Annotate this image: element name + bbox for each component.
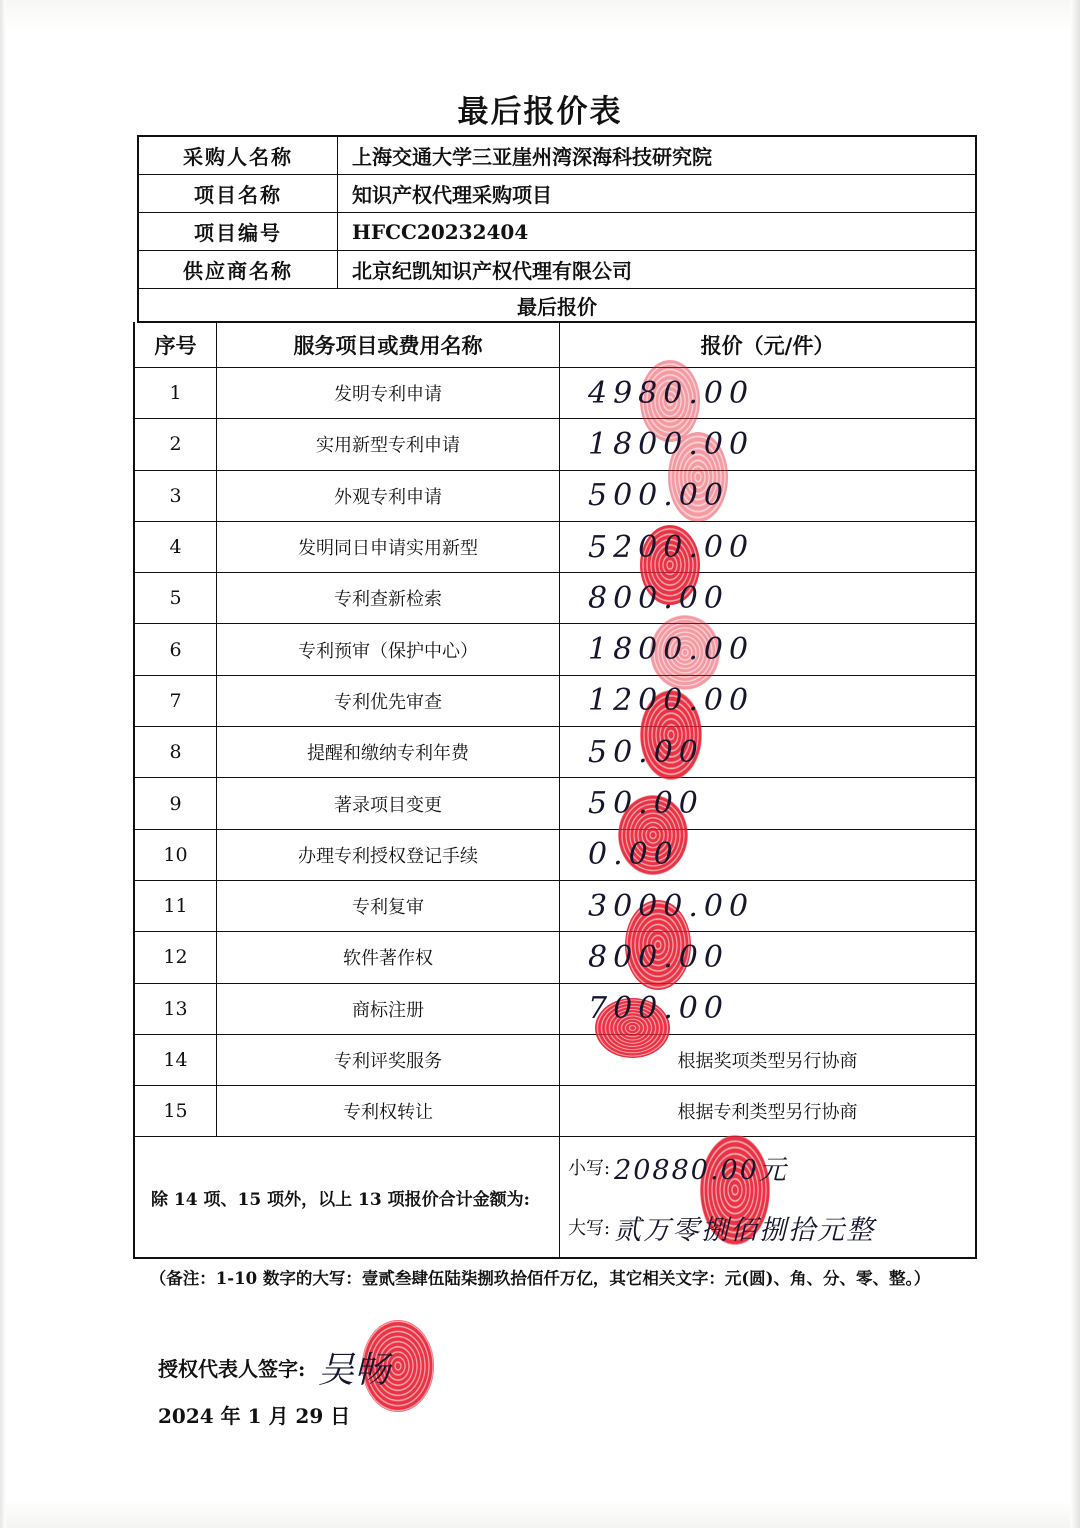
handwritten-price: 1800.00 (588, 632, 755, 668)
header-name: 服务项目或费用名称 (217, 322, 560, 367)
scan-edge-left (0, 0, 6, 1528)
handwritten-price: 500.00 (588, 478, 729, 514)
row-price-cell (560, 368, 975, 418)
info-row-supplier (139, 251, 975, 289)
table-row (135, 522, 975, 573)
info-value: 知识产权代理采购项目 (352, 183, 552, 207)
row-price-cell (560, 830, 975, 880)
handwritten-price: 0.00 (588, 837, 679, 873)
handwritten-price: 800.00 (588, 939, 729, 975)
table-row (135, 624, 975, 675)
table-row (135, 419, 975, 470)
row-price-cell (560, 573, 975, 623)
handwritten-price: 3000.00 (588, 888, 755, 924)
table-header-row (135, 322, 975, 368)
info-table (137, 135, 977, 323)
table-row (135, 932, 975, 983)
table-row (135, 881, 975, 932)
table-row (135, 1086, 975, 1137)
info-value: 上海交通大学三亚崖州湾深海科技研究院 (352, 145, 712, 169)
header-index: 序号 (135, 322, 217, 367)
table-row (135, 778, 975, 829)
signing-date: 2024 年 1 月 29 日 (158, 1404, 351, 1428)
row-name: 专利优先审查 (217, 676, 560, 726)
row-name: 专利权转让 (217, 1086, 560, 1136)
handwritten-price: 1200.00 (588, 683, 755, 719)
row-index: 10 (135, 830, 217, 880)
row-index: 5 (135, 573, 217, 623)
uppercase-amount: 贰万零捌佰捌拾元整 (614, 1214, 876, 1246)
table-row (135, 471, 975, 522)
info-label: 项目编号 (139, 213, 338, 250)
row-index: 7 (135, 676, 217, 726)
total-label: 除 14 项、15 项外，以上 13 项报价合计金额为: (135, 1137, 560, 1257)
handwritten-price: 800.00 (588, 580, 729, 616)
row-name: 软件著作权 (217, 932, 560, 982)
total-row (135, 1137, 975, 1257)
row-price-cell (560, 727, 975, 777)
row-index: 15 (135, 1086, 217, 1136)
row-name: 实用新型专利申请 (217, 419, 560, 469)
negotiation-note: 根据奖项类型另行协商 (677, 1051, 858, 1072)
row-price-cell (560, 522, 975, 572)
row-price-cell (560, 1086, 975, 1136)
table-row (135, 368, 975, 419)
table-row (135, 984, 975, 1035)
row-index: 6 (135, 624, 217, 674)
info-value: 北京纪凯知识产权代理有限公司 (352, 259, 632, 283)
section-title: 最后报价 (139, 289, 975, 323)
row-index: 8 (135, 727, 217, 777)
table-row (135, 727, 975, 778)
row-price-cell (560, 932, 975, 982)
row-name: 办理专利授权登记手续 (217, 830, 560, 880)
row-index: 3 (135, 471, 217, 521)
price-table (133, 322, 977, 1259)
row-name: 专利复审 (217, 881, 560, 931)
lowercase-amount: 20880.00元 (614, 1154, 788, 1186)
row-index: 2 (135, 419, 217, 469)
row-index: 12 (135, 932, 217, 982)
info-row-project-number (139, 213, 975, 251)
info-label: 供应商名称 (139, 251, 338, 288)
row-name: 发明同日申请实用新型 (217, 522, 560, 572)
handwritten-price: 1800.00 (588, 426, 755, 462)
row-index: 13 (135, 984, 217, 1034)
table-row (135, 676, 975, 727)
handwritten-price: 4980.00 (588, 375, 755, 411)
header-price: 报价（元/件） (700, 332, 835, 358)
remark-note: （备注：1-10 数字的大写：壹贰叁肆伍陆柒捌玖拾佰仟万亿，其它相关文字：元(圆)、角、分、零、整。） (149, 1269, 931, 1288)
row-price-cell (560, 471, 975, 521)
row-name: 发明专利申请 (217, 368, 560, 418)
row-name: 专利查新检索 (217, 573, 560, 623)
signature-label: 授权代表人签字: (158, 1357, 306, 1381)
lowercase-prefix: 小写: (568, 1158, 611, 1180)
row-price-cell (560, 881, 975, 931)
document-title: 最后报价表 (457, 94, 623, 130)
scan-edge-right (1070, 0, 1080, 1528)
row-name: 专利预审（保护中心） (217, 624, 560, 674)
handwritten-price: 700.00 (588, 991, 729, 1027)
handwritten-signature: 吴畅 (318, 1350, 391, 1391)
row-name: 专利评奖服务 (217, 1035, 560, 1085)
row-price-cell (560, 419, 975, 469)
row-name: 著录项目变更 (217, 778, 560, 828)
row-price-cell (560, 676, 975, 726)
row-price-cell (560, 624, 975, 674)
table-row (135, 1035, 975, 1086)
row-name: 提醒和缴纳专利年费 (217, 727, 560, 777)
negotiation-note: 根据专利类型另行协商 (677, 1102, 858, 1124)
row-index: 11 (135, 881, 217, 931)
info-label: 采购人名称 (139, 137, 338, 174)
row-index: 14 (135, 1035, 217, 1085)
handwritten-price: 50.00 (588, 786, 704, 822)
info-label: 项目名称 (139, 175, 338, 212)
info-row-purchaser (139, 137, 975, 175)
row-index: 1 (135, 368, 217, 418)
row-index: 4 (135, 522, 217, 572)
row-name: 外观专利申请 (217, 471, 560, 521)
table-row (135, 830, 975, 881)
row-index: 9 (135, 778, 217, 828)
info-row-project-name (139, 175, 975, 213)
handwritten-price: 50.00 (588, 734, 704, 770)
info-value: HFCC20232404 (352, 219, 529, 244)
row-name: 商标注册 (217, 984, 560, 1034)
handwritten-price: 5200.00 (588, 529, 755, 565)
uppercase-prefix: 大写: (568, 1218, 611, 1240)
table-row (135, 573, 975, 624)
